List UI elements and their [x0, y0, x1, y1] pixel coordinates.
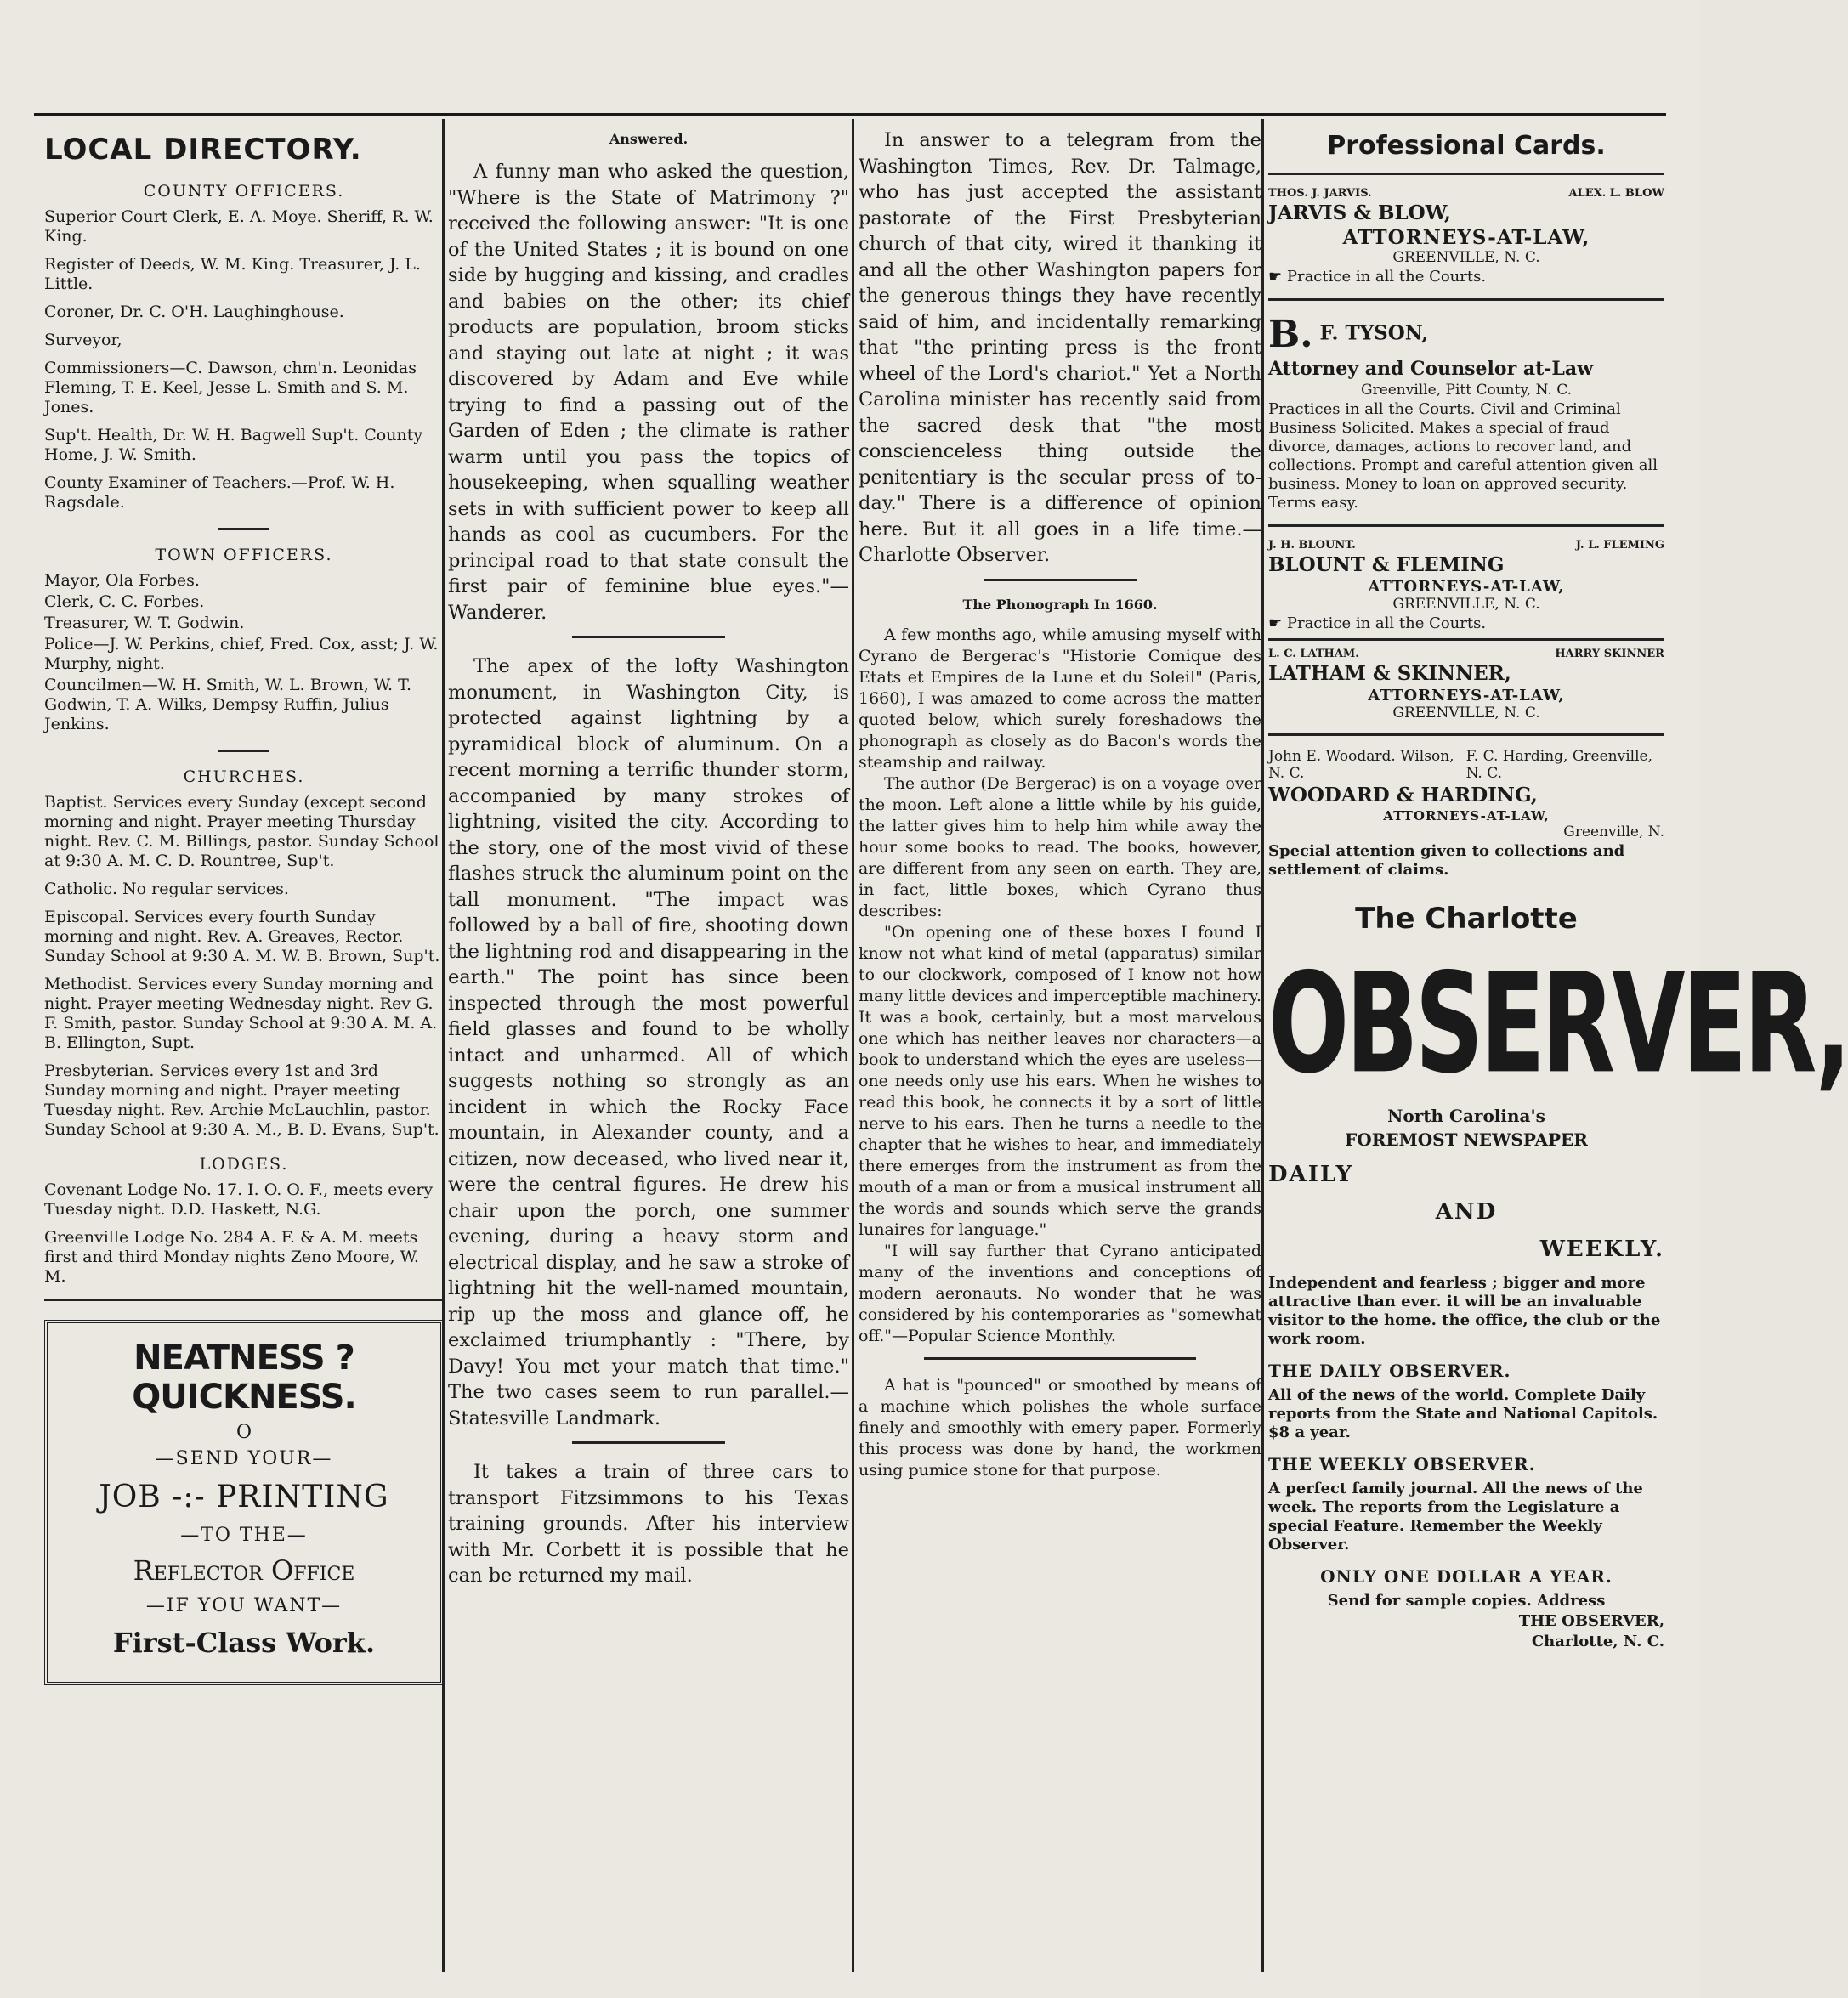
lodge-entry: Covenant Lodge No. 17. I. O. O. F., meets every Tuesday night. D.D. Haskett, N.G. — [44, 1180, 434, 1219]
initial-letter: B. — [1268, 313, 1313, 356]
column-divider — [852, 119, 854, 1972]
divider — [984, 579, 1137, 581]
directory-title: LOCAL DIRECTORY. — [44, 133, 362, 167]
firm-title: ATTORNEYS-AT-LAW, — [1368, 687, 1565, 705]
observer-price: ONLY ONE DOLLAR A YEAR. — [1320, 1566, 1613, 1587]
partner-name: John E. Woodard. Wilson, N. C. — [1268, 748, 1454, 782]
observer-description: Independent and fearless ; bigger and more attractive than ever. it will be an invaluable visitor to the home. the office, the club or the work room. — [1268, 1274, 1661, 1348]
latham-skinner-card — [1268, 648, 1664, 722]
partner-name: J. H. BLOUNT. — [1268, 539, 1356, 552]
town-entry: Police—J. W. Perkins, chief, Fred. Cox, asst; J. W. Murphy, night. — [44, 635, 439, 673]
observer-subtitle: FOREMOST NEWSPAPER — [1345, 1129, 1588, 1150]
talmage-article: In answer to a telegram from the Washington Times, Rev. Dr. Talmage, who has just accepted the assistant pastorate of the First Presbyterian church of that city, wired it thanking it and all the other Washington papers for the generous things they have recently said of him, and incidentally remarking that "the printing press is the front wheel of the Lord's chariot." Yet a North Carolina minister has recently said from the sacred desk that "the most conscienceless thing outside the penitentiary is the secular press of to-day." There is a difference of opinion here. But it all goes in a life time.—Charlotte Observer. — [859, 129, 1261, 566]
phonograph-paragraph: "On opening one of these boxes I found I know not what kind of metal (apparatus) similar to our clockwork, composed of I know not how many little devices and imperceptible machinery. It was a book, certainly, but a most marvelous one which has neither leaves nor characters—a book to understand which the eyes are useless—one needs only use his ears. When he wishes to read this book, he connects it by a sort of little nerve to his ears. Then he turns a needle to the chapter that he wishes to hear, and immediately there emerges from the instrument as from the mouth of a man or from a musical instrument all the words and sounds which serve the grands lunaires for language." — [859, 922, 1261, 1239]
firm-city: GREENVILLE, N. C. — [1392, 249, 1540, 266]
observer-weekly: WEEKLY. — [1539, 1237, 1664, 1262]
county-entry: Superior Court Clerk, E. A. Moye. Sheriff, R. W. King. — [44, 207, 434, 246]
firm-title: ATTORNEYS-AT-LAW, — [1383, 808, 1550, 824]
ad-send-your: —SEND YOUR— — [155, 1448, 333, 1469]
county-entry: Register of Deeds, W. M. King. Treasurer, J. L. Little. — [44, 255, 421, 293]
town-entry: Mayor, Ola Forbes. — [44, 571, 200, 590]
column-divider — [1261, 119, 1264, 1972]
lodge-entry: Greenville Lodge No. 284 A. F. & A. M. meets first and third Monday nights Zeno Moore, W. M. — [44, 1228, 419, 1286]
phonograph-heading: The Phonograph In 1660. — [962, 596, 1158, 613]
washington-monument-article: The apex of the lofty Washington monument, in Washington City, is protected against lightning by a pyramidical block of aluminum. On a recent morning a terrific thunder storm, accompanied by many strokes of lightning, visited the city. According to the story, one of the most vivid of these flashes struck the aluminum point on the tall monument. "The impact was followed by a ball of fire, shooting down the lightning rod and disappearing in the earth." The point has since been inspected through the most powerful field glasses and found to be wholly intact and unharmed. All of which suggests nothing so strongly as an incident in which the Rocky Face mountain, in Alexander county, and a citizen, now deceased, who lived near it, were the central figures. He drew his chair upon the porch, one summer evening, during a heavy storm and electrical display, and he saw a stroke of lightning hit the well-named mountain, rip up the moss and glance off, he exclaimed triumphantly : "There, by Davy! You met your match that time." The two cases seem to run parallel.—Statesville Landmark. — [448, 655, 849, 1429]
observer-subtitle: North Carolina's — [1387, 1106, 1545, 1126]
phonograph-paragraph: "I will say further that Cyrano anticipated many of the inventions and conceptions of modern aeronauts. No wonder that he was considered by his contemporaries as "somewhat off."—Popular Science Monthly. — [859, 1241, 1261, 1345]
phonograph-paragraph: The author (De Bergerac) is on a voyage over the moon. Left alone a little while by his guide, the latter gives him to help him while away the hour some books to read. The books, however, are different from any seen on earth. They are, in fact, little boxes, which Cyrano thus describes: — [859, 773, 1261, 920]
town-entry: Councilmen—W. H. Smith, W. L. Brown, W. T. Godwin, T. A. Wilks, Dempsy Ruffin, Julius Jenkins. — [44, 676, 411, 733]
divider — [1268, 298, 1664, 301]
professional-cards-title: Professional Cards. — [1327, 131, 1606, 161]
town-entry: Treasurer, W. T. Godwin. — [44, 614, 245, 632]
hat-article: A hat is "pounced" or smoothed by means of a machine which polishes the whole surface finely and smoothly with emery paper. Formerly this process was done by hand, the workmen using pumice stone for that purpose. — [859, 1375, 1261, 1480]
firm-title: ATTORNEYS-AT-LAW, — [1342, 226, 1590, 249]
county-entry: Commissioners—C. Dawson, chm'n. Leonidas Fleming, T. E. Keel, Jesse L. Smith and S. M. Jones. — [44, 359, 417, 416]
observer-and: AND — [1435, 1199, 1498, 1225]
divider — [572, 636, 725, 638]
firm-name: BLOUNT & FLEMING — [1268, 553, 1505, 576]
county-entry: Sup't. Health, Dr. W. H. Bagwell Sup't. County Home, J. W. Smith. — [44, 426, 423, 464]
observer-address: Charlotte, N. C. — [1531, 1633, 1664, 1650]
firm-city: GREENVILLE, N. C. — [1392, 705, 1540, 722]
tyson-card — [1268, 313, 1664, 512]
jarvis-blow-card — [1268, 187, 1664, 286]
observer-address: THE OBSERVER, — [1518, 1612, 1664, 1630]
daily-observer-text: All of the news of the world. Complete Daily reports from the State and National Capitols. $8 a year. — [1268, 1386, 1658, 1441]
woodard-harding-card — [1268, 748, 1664, 880]
partner-name: HARRY SKINNER — [1555, 648, 1664, 660]
firm-name: WOODARD & HARDING, — [1268, 784, 1538, 807]
firm-city: Greenville, N. — [1563, 824, 1664, 841]
divider — [924, 1357, 1196, 1360]
divider — [218, 528, 269, 530]
answered-article: A funny man who asked the question, "Where is the State of Matrimony ?" received the following answer: "It is one of the United States ; it is bound on one side by hugging and kissing, and cradles and babies on the other; its chief products are population, broom sticks and staying out late at night ; it was discovered by Adam and Eve while trying to find a passing out of the Garden of Eden ; the climate is rather warm until you pass the topics of housekeeping, when squalling weather sets in with sufficient power to keep all hands as cool as cucumbers. For the principal road to that state consult the first pair of feminine blue eyes."— Wanderer. — [448, 161, 849, 624]
local-directory-column — [44, 127, 444, 1955]
county-entry: Coroner, Dr. C. O'H. Laughinghouse. — [44, 303, 344, 321]
partner-name: J. L. FLEMING — [1575, 539, 1664, 552]
observer-send: Send for sample copies. Address — [1327, 1592, 1606, 1610]
firm-description: Special attention given to collections and settlement of claims. — [1268, 842, 1625, 879]
article-column-2 — [448, 127, 849, 1955]
top-rule — [34, 113, 1666, 116]
lodges-heading: LODGES. — [199, 1155, 289, 1174]
firm-city: GREENVILLE, N. C. — [1392, 596, 1540, 613]
county-entry: County Examiner of Teachers.—Prof. W. H. Ragsdale. — [44, 473, 395, 512]
firm-description: Practices in all the Courts. Civil and Criminal Business Solicited. Makes a special of fraud divorce, damages, actions to recover land, and collections. Prompt and careful attention given all business. Money to loan on approved security. Terms easy. — [1268, 400, 1658, 512]
partner-name: F. C. Harding, Greenville, N. C. — [1465, 748, 1653, 782]
job-printing-advertisement — [44, 1320, 444, 1685]
ad-first-class-work: First-Class Work. — [112, 1627, 376, 1659]
divider — [218, 750, 269, 752]
firm-name: JARVIS & BLOW, — [1268, 201, 1451, 224]
divider — [44, 1299, 444, 1301]
church-entry: Baptist. Services every Sunday (except second morning and night. Prayer meeting Thursday night. Rev. C. M. Billings, pastor. Sunday School at 9:30 A. M. C. D. Rountree, Sup't. — [44, 793, 439, 870]
county-entry: Surveyor, — [44, 331, 122, 349]
firm-name: LATHAM & SKINNER, — [1268, 662, 1511, 685]
ad-to-the: —TO THE— — [180, 1525, 308, 1546]
firm-practice: ☛ Practice in all the Courts. — [1268, 614, 1487, 632]
ad-headline: NEATNESS ? QUICKNESS. — [132, 1339, 356, 1417]
firm-name: F. TYSON, — [1319, 321, 1429, 345]
observer-lead: The Charlotte — [1355, 902, 1578, 936]
observer-nameplate: OBSERVER, — [1268, 944, 1848, 1105]
divider — [1268, 733, 1664, 736]
divider — [1268, 173, 1664, 175]
town-entry: Clerk, C. C. Forbes. — [44, 592, 205, 611]
church-entry: Methodist. Services every Sunday morning and night. Prayer meeting Wednesday night. Rev G. F. Smith, pastor. Sunday School at 9:30 A. M. A. B. Ellington, Supt. — [44, 975, 438, 1052]
divider — [1268, 638, 1664, 641]
ad-if-you-want: —IF YOU WANT— — [145, 1595, 343, 1616]
observer-daily: DAILY — [1268, 1162, 1354, 1187]
firm-practice: ☛ Practice in all the Courts. — [1268, 268, 1487, 286]
church-entry: Presbyterian. Services every 1st and 3rd Sunday morning and night. Prayer meeting Tuesday night. Rev. Archie McLauchlin, pastor. Sunday School at 9:30 A. M., B. D. Evans, Sup't. — [44, 1061, 439, 1139]
divider — [1268, 524, 1664, 527]
divider — [572, 1441, 725, 1444]
partner-name: L. C. LATHAM. — [1268, 648, 1359, 660]
phonograph-paragraph: A few months ago, while amusing myself with Cyrano de Bergerac's "Historie Comique des Etats et Empires de la Lune et du Soleil" (Paris, 1660), I was amazed to come across the matter quoted below, which surely foreshadows the phonograph as closely as do Bacon's words the steamship and railway. — [859, 625, 1261, 772]
firm-title: ATTORNEYS-AT-LAW, — [1368, 578, 1565, 596]
answered-heading: Answered. — [609, 131, 689, 147]
firm-city: Greenville, Pitt County, N. C. — [1360, 382, 1573, 399]
ad-office: Reflector Office — [133, 1554, 355, 1587]
daily-observer-heading: THE DAILY OBSERVER. — [1268, 1361, 1511, 1381]
weekly-observer-heading: THE WEEKLY OBSERVER. — [1268, 1454, 1536, 1474]
professional-cards-column — [1268, 127, 1848, 1955]
church-entry: Episcopal. Services every fourth Sunday morning and night. Rev. A. Greaves, Rector. Sunday School at 9:30 A. M. W. B. Brown, Sup't. — [44, 908, 440, 965]
partner-name: THOS. J. JARVIS. — [1268, 187, 1372, 200]
town-officers-heading: TOWN OFFICERS. — [155, 546, 333, 564]
ad-ornament: O — [235, 1422, 252, 1443]
fitzsimmons-article: It takes a train of three cars to transport Fitzsimmons to his Texas training grounds. After his interview with Mr. Corbett it is possible that he can be returned my mail. — [448, 1461, 849, 1587]
ad-job-printing: JOB -:- PRINTING — [99, 1480, 389, 1514]
partner-name: ALEX. L. BLOW — [1568, 187, 1664, 200]
firm-title: Attorney and Counselor at-Law — [1268, 358, 1594, 380]
churches-heading: CHURCHES. — [183, 767, 305, 786]
church-entry: Catholic. No regular services. — [44, 880, 289, 898]
county-officers-heading: COUNTY OFFICERS. — [143, 182, 345, 201]
article-column-3 — [859, 127, 1261, 1955]
charlotte-observer-advertisement — [1268, 902, 1848, 1651]
weekly-observer-text: A perfect family journal. All the news of the week. The reports from the Legislature a special Feature. Remember the Weekly Observer. — [1268, 1480, 1643, 1554]
blount-fleming-card — [1268, 539, 1664, 633]
